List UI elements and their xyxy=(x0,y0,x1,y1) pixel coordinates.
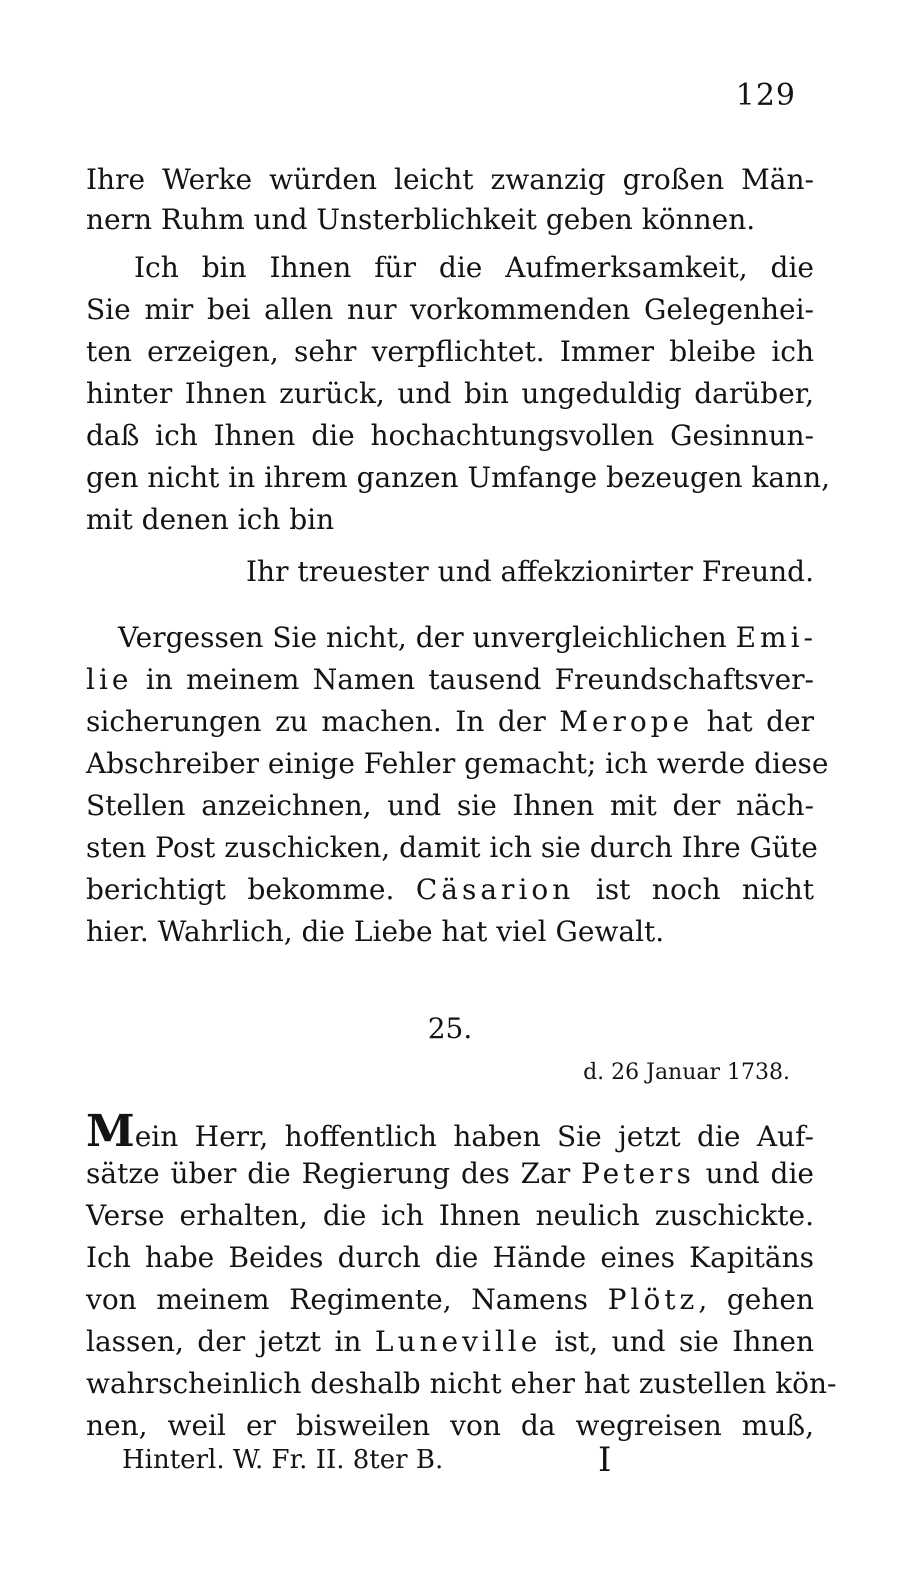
text-line xyxy=(86,702,814,742)
text-line: sten Post zuschicken, damit ich sie durch Ihre Güte xyxy=(86,831,818,864)
text-line xyxy=(86,660,814,700)
text-line: mit denen ich bin xyxy=(86,503,335,536)
page-number: 129 xyxy=(735,78,796,113)
text-line: ten erzeigen, sehr verpflichtet. Immer bleibe ich xyxy=(86,335,814,368)
text-segment: und die xyxy=(694,1157,814,1190)
text-segment: ein Herr, hoffentlich haben Sie jetzt die Auf- xyxy=(134,1120,814,1153)
text-segment: von meinem Regimente, Namens xyxy=(86,1283,608,1316)
name-emphasis: Cäsarion xyxy=(415,873,575,906)
name-emphasis: Peters xyxy=(581,1157,695,1190)
text-line: Stellen anzeichnen, und sie Ihnen mit der näch- xyxy=(86,789,814,822)
text-line: wahrscheinlich deshalb nicht eher hat zustellen kön- xyxy=(86,1367,837,1400)
closing-signature: Ihr treuester und affekzionirter Freund. xyxy=(246,555,814,588)
text-line: hier. Wahrlich, die Liebe hat viel Gewalt. xyxy=(86,915,665,948)
text-segment: lassen, der jetzt in xyxy=(86,1325,375,1358)
text-line xyxy=(86,1106,814,1157)
text-line xyxy=(118,618,817,658)
text-segment: ist noch nicht xyxy=(574,873,815,906)
text-line: Ihre Werke würden leicht zwanzig großen Män- xyxy=(86,163,814,196)
text-segment: Vergessen Sie nicht, der unvergleichlichen xyxy=(118,621,736,654)
text-line: Ich bin Ihnen für die Aufmerksamkeit, die xyxy=(134,251,814,284)
letter-number: 25. xyxy=(427,1012,473,1045)
text-line: daß ich Ihnen die hochachtungsvollen Gesinnun- xyxy=(86,419,814,452)
text-line xyxy=(86,1154,814,1194)
text-line: hinter Ihnen zurück, und bin ungeduldig darüber, xyxy=(86,377,814,410)
text-segment: in meinem Namen tausend Freundschaftsver- xyxy=(132,663,814,696)
text-segment: hat der xyxy=(693,705,814,738)
drop-cap: M xyxy=(86,1106,135,1157)
text-line: Ich habe Beides durch die Hände eines Kapitäns xyxy=(86,1241,814,1274)
text-line: Sie mir bei allen nur vorkommenden Gelegenhei- xyxy=(86,293,814,326)
signature-line: Hinterl. W. Fr. II. 8ter B. xyxy=(122,1445,444,1475)
text-line xyxy=(86,870,814,910)
name-emphasis: Luneville xyxy=(374,1325,542,1358)
name-emphasis: Emi- xyxy=(735,621,817,654)
text-line: nen, weil er bisweilen von da wegreisen muß, xyxy=(86,1409,814,1442)
text-line xyxy=(86,1280,814,1320)
name-emphasis: lie xyxy=(86,663,133,696)
text-segment: , gehen xyxy=(698,1283,814,1316)
name-emphasis: Merope xyxy=(559,705,694,738)
text-line: gen nicht in ihrem ganzen Umfange bezeugen kann, xyxy=(86,461,831,494)
signature-mark: I xyxy=(598,1440,612,1480)
text-line: Abschreiber einige Fehler gemacht; ich werde diese xyxy=(86,747,829,780)
text-segment: sicherungen zu machen. In der xyxy=(86,705,560,738)
letter-date: d. 26 Januar 1738. xyxy=(583,1060,790,1085)
text-segment: berichtigt bekomme. xyxy=(86,873,416,906)
text-line xyxy=(86,1322,814,1362)
name-emphasis: Plötz xyxy=(607,1283,699,1316)
text-segment: ist, und sie Ihnen xyxy=(541,1325,814,1358)
text-line: Verse erhalten, die ich Ihnen neulich zuschickte. xyxy=(86,1199,814,1232)
text-line: nern Ruhm und Unsterblichkeit geben können. xyxy=(86,203,756,236)
text-segment: sätze über die Regierung des Zar xyxy=(86,1157,582,1190)
